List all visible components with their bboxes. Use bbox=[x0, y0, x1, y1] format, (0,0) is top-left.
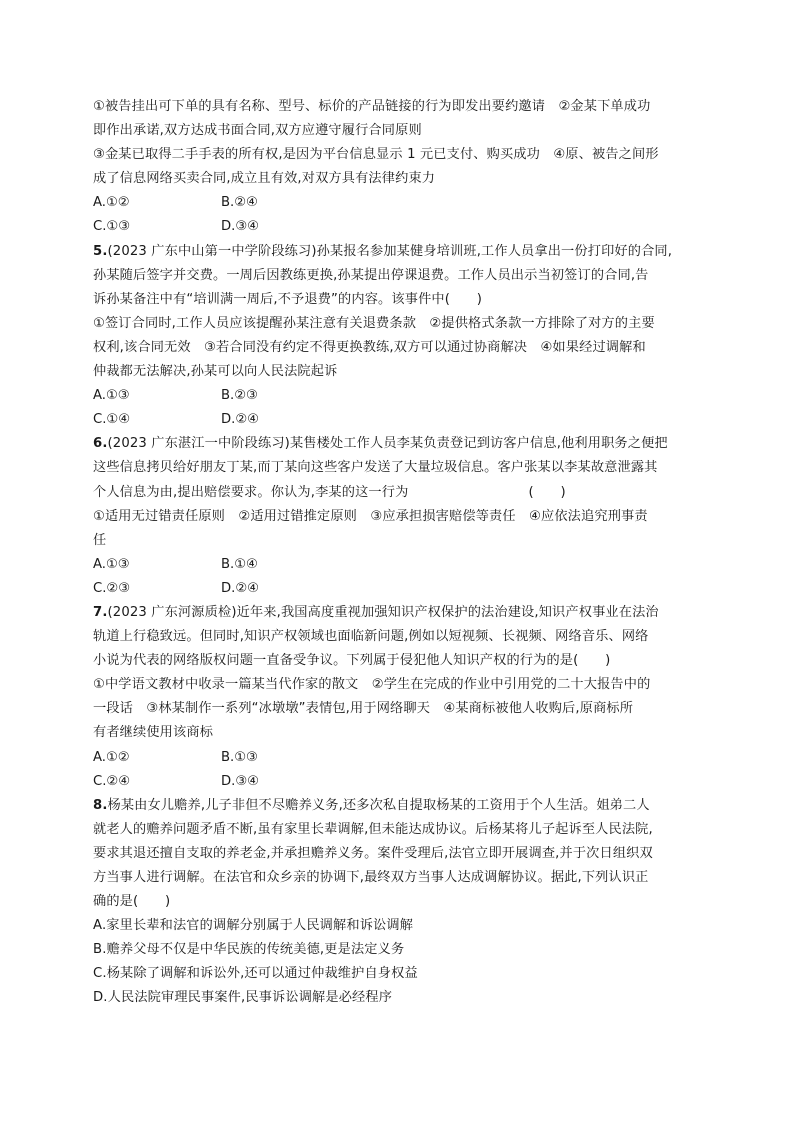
question-6 bbox=[93, 432, 705, 601]
q8-option-a: A.家里长辈和法官的调解分别属于人民调解和诉讼调解 bbox=[93, 918, 414, 934]
q6-statement-line: ①适用无过错责任原则 ②适用过错推定原则 ③应承担损害赔偿等责任 ④应依法追究刑事责 bbox=[93, 508, 648, 524]
q4-option-a: A.①② bbox=[93, 195, 130, 211]
q4-options-row bbox=[93, 191, 705, 215]
q8-number: 8. bbox=[93, 797, 108, 813]
q5-option-a: A.①③ bbox=[93, 388, 130, 404]
q5-statement-line: 权利,该合同无效 ③若合同没有约定不得更换教练,双方可以通过协商解决 ④如果经过调解和 bbox=[93, 339, 646, 355]
question-8 bbox=[93, 794, 705, 1011]
q7-statement-line: ①中学语文教材中收录一篇某当代作家的散文 ②学生在完成的作业中引用党的二十大报告中的 bbox=[93, 677, 651, 693]
q5-stem-text: (2023 广东中山第一中学阶段练习)孙某报名参加某健身培训班,工作人员拿出一份打印好的合同, bbox=[107, 243, 673, 259]
q7-statement-line: 一段话 ③林某制作一系列“冰墩墩”表情包,用于网络聊天 ④某商标被他人收购后,原商标所 bbox=[93, 701, 634, 717]
q7-stem-line bbox=[93, 601, 705, 625]
q4-option-b: B.②④ bbox=[221, 195, 258, 211]
q5-statement-line: ①签订合同时,工作人员应该提醒孙某注意有关退费条款 ②提供格式条款一方排除了对方的主要 bbox=[93, 315, 655, 331]
q6-stem-line bbox=[93, 432, 705, 456]
q5-option-b: B.②③ bbox=[221, 388, 258, 404]
q5-option-d: D.②④ bbox=[221, 412, 259, 428]
q5-stem-line bbox=[93, 240, 705, 264]
q4-option-d: D.③④ bbox=[221, 219, 259, 235]
q8-option-d: D.人民法院审理民事案件,民事诉讼调解是必经程序 bbox=[93, 990, 393, 1006]
q6-option-b: B.①④ bbox=[221, 556, 258, 572]
q6-options-row bbox=[93, 553, 705, 577]
q7-stem-line: 轨道上行稳致远。但同时,知识产权领域也面临新问题,例如以短视频、长视频、网络音乐、网络 bbox=[93, 629, 649, 645]
q4-statement-line: ①被告挂出可下单的具有名称、型号、标价的产品链接的行为即发出要约邀请 ②金某下单成功 bbox=[93, 99, 651, 114]
q6-option-a: A.①③ bbox=[93, 556, 130, 572]
q5-stem-line: 孙某随后签字并交费。一周后因教练更换,孙某提出停课退费。工作人员出示当初签订的合同,告 bbox=[93, 267, 649, 283]
q7-options-row bbox=[93, 770, 705, 794]
q8-stem-line: 方当事人进行调解。在法官和众乡亲的协调下,最终双方当事人达成调解协议。据此,下列认识正 bbox=[93, 870, 649, 885]
q7-option-a: A.①② bbox=[93, 749, 130, 765]
q6-stem-line: 个人信息为由,提出赔偿要求。你认为,李某的这一行为 ( ) bbox=[93, 484, 566, 500]
q6-statement-line: 任 bbox=[93, 532, 107, 548]
q5-options-row bbox=[93, 384, 705, 408]
q5-option-c: C.①④ bbox=[93, 412, 131, 428]
q8-stem-line: 要求其退还擅自支取的养老金,并承担赡养义务。案件受理后,法官立即开展调查,并于次日组织双 bbox=[93, 845, 653, 861]
q7-statement-line: 有者继续使用该商标 bbox=[93, 725, 214, 741]
q4-statement-line: ③金某已取得二手手表的所有权,是因为平台信息显示 1 元已支付、购买成功 ④原、被告之间形 bbox=[93, 147, 659, 163]
q5-number: 5. bbox=[93, 243, 108, 259]
q4-options-row bbox=[93, 215, 705, 239]
q7-number: 7. bbox=[93, 604, 108, 620]
q7-stem-line: 小说为代表的网络版权问题一直备受争议。下列属于侵犯他人知识产权的行为的是( ) bbox=[93, 653, 611, 669]
question-4-continuation bbox=[93, 95, 705, 240]
q6-number: 6. bbox=[93, 436, 108, 452]
q6-stem-text: (2023 广东湛江一中阶段练习)某售楼处工作人员李某负责登记到访客户信息,他利用职务之便把 bbox=[107, 436, 668, 452]
q6-options-row bbox=[93, 577, 705, 601]
q4-option-c: C.①③ bbox=[93, 219, 131, 235]
q7-option-c: C.②④ bbox=[93, 773, 131, 789]
q7-stem-text: (2023 广东河源质检)近年来,我国高度重视加强知识产权保护的法治建设,知识产权事业在法治 bbox=[107, 604, 659, 620]
q7-option-d: D.③④ bbox=[221, 773, 259, 789]
q4-statement-line: 即作出承诺,双方达成书面合同,双方应遵守履行合同原则 bbox=[93, 123, 422, 139]
exam-page bbox=[93, 95, 705, 1011]
question-5 bbox=[93, 240, 705, 433]
q8-stem-text: 杨某由女儿赡养,儿子非但不尽赡养义务,还多次私自提取杨某的工资用于个人生活。姐弟二人 bbox=[107, 797, 650, 813]
q6-stem-line: 这些信息拷贝给好朋友丁某,而丁某向这些客户发送了大量垃圾信息。客户张某以李某故意泄露其 bbox=[93, 460, 658, 476]
q6-option-d: D.②④ bbox=[221, 580, 259, 596]
q8-option-b: B.赡养父母不仅是中华民族的传统美德,更是法定义务 bbox=[93, 942, 405, 958]
q8-stem-line bbox=[93, 794, 705, 818]
q5-options-row bbox=[93, 408, 705, 432]
question-7 bbox=[93, 601, 705, 794]
q4-statement-line: 成了信息网络买卖合同,成立且有效,对双方具有法律约束力 bbox=[93, 171, 436, 187]
q8-option-c: C.杨某除了调解和诉讼外,还可以通过仲裁维护自身权益 bbox=[93, 966, 418, 982]
q5-statement-line: 仲裁都无法解决,孙某可以向人民法院起诉 bbox=[93, 364, 338, 380]
q5-stem-line: 诉孙某备注中有“培训满一周后,不予退费”的内容。该事件中( ) bbox=[93, 291, 483, 307]
q7-options-row bbox=[93, 746, 705, 770]
q8-stem-line: 就老人的赡养问题矛盾不断,虽有家里长辈调解,但未能达成协议。后杨某将儿子起诉至人民法院, bbox=[93, 821, 653, 837]
q8-stem-line: 确的是( ) bbox=[93, 894, 171, 910]
q6-option-c: C.②③ bbox=[93, 580, 131, 596]
q7-option-b: B.①③ bbox=[221, 749, 258, 765]
